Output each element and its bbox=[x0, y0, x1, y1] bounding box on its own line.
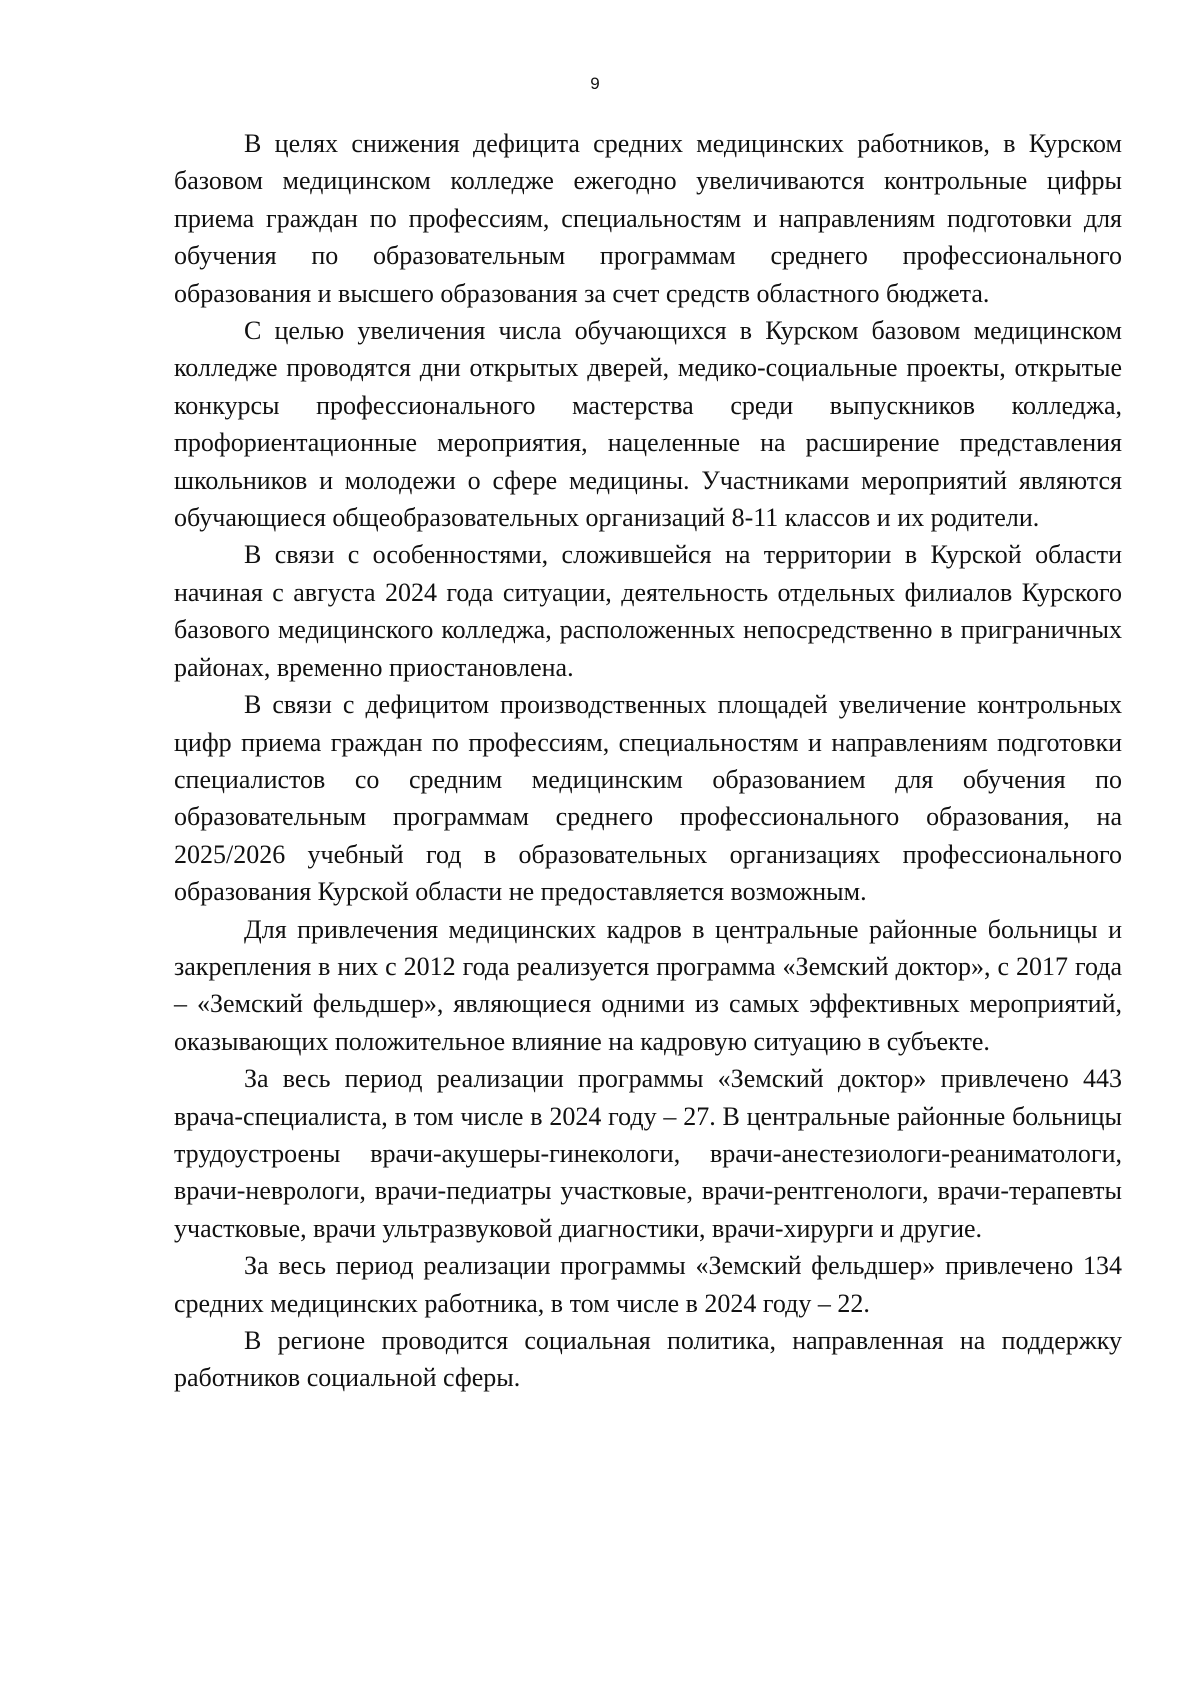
paragraph-social-policy: В регионе проводится социальная политика, направленная на поддержку работников социальной сферы. bbox=[174, 1326, 1122, 1393]
paragraph-zemsky-programs: Для привлечения медицинских кадров в центральные районные больницы и закрепления в них с 2012 года реализуется программа «Земский доктор», с 2017 года – «Земский фельдшер», являющиеся одними из самых эффективных мероприятий, оказывающих положительное влияние на кадровую ситуацию в субъекте. bbox=[174, 914, 1122, 1056]
page-number: 9 bbox=[590, 74, 600, 93]
document-body bbox=[174, 125, 1122, 1397]
paragraph-zemsky-feldsher-results: За весь период реализации программы «Земский фельдшер» привлечено 134 средних медицинских работника, в том числе в 2024 году – 22. bbox=[174, 1251, 1122, 1318]
paragraph-suspended-branches: В связи с особенностями, сложившейся на территории в Курской области начиная с августа 2024 года ситуации, деятельность отдельных филиалов Курского базового медицинского колледжа, расположенных непосредственно в приграничных районах, временно приостановлена. bbox=[174, 540, 1122, 682]
paragraph-zemsky-doctor-results: За весь период реализации программы «Земский доктор» привлечено 443 врача-специалиста, в том числе в 2024 году – 27. В центральные районные больницы трудоустроены врачи-акушеры-гинекологи, врачи-анестезиологи-реаниматологи, врачи-неврологи, врачи-педиатры участковые, врачи-рентгенологи, врачи-терапевты участковые, врачи ультразвуковой диагностики, врачи-хирурги и другие. bbox=[174, 1064, 1122, 1243]
paragraph-college-admission-quotas: В целях снижения дефицита средних медицинских работников, в Курском базовом медицинском колледже ежегодно увеличиваются контрольные цифры приема граждан по профессиям, специальностям и направлениям подготовки для обучения по образовательным программам среднего профессионального образования и высшего образования за счет средств областного бюджета. bbox=[174, 129, 1122, 308]
paragraph-production-space-deficit: В связи с дефицитом производственных площадей увеличение контрольных цифр приема граждан по профессиям, специальностям и направлениям подготовки специалистов со средним медицинским образованием для обучения по образовательным программам среднего профессионального образования, на 2025/2026 учебный год в образовательных организациях профессионального образования Курской области не предоставляется возможным. bbox=[174, 690, 1122, 907]
paragraph-open-days: С целью увеличения числа обучающихся в Курском базовом медицинском колледже проводятся дни открытых дверей, медико-социальные проекты, открытые конкурсы профессионального мастерства среди выпускников колледжа, профориентационные мероприятия, нацеленные на расширение представления школьников и молодежи о сфере медицины. Участниками мероприятий являются обучающиеся общеобразовательных организаций 8-11 классов и их родители. bbox=[174, 316, 1122, 533]
